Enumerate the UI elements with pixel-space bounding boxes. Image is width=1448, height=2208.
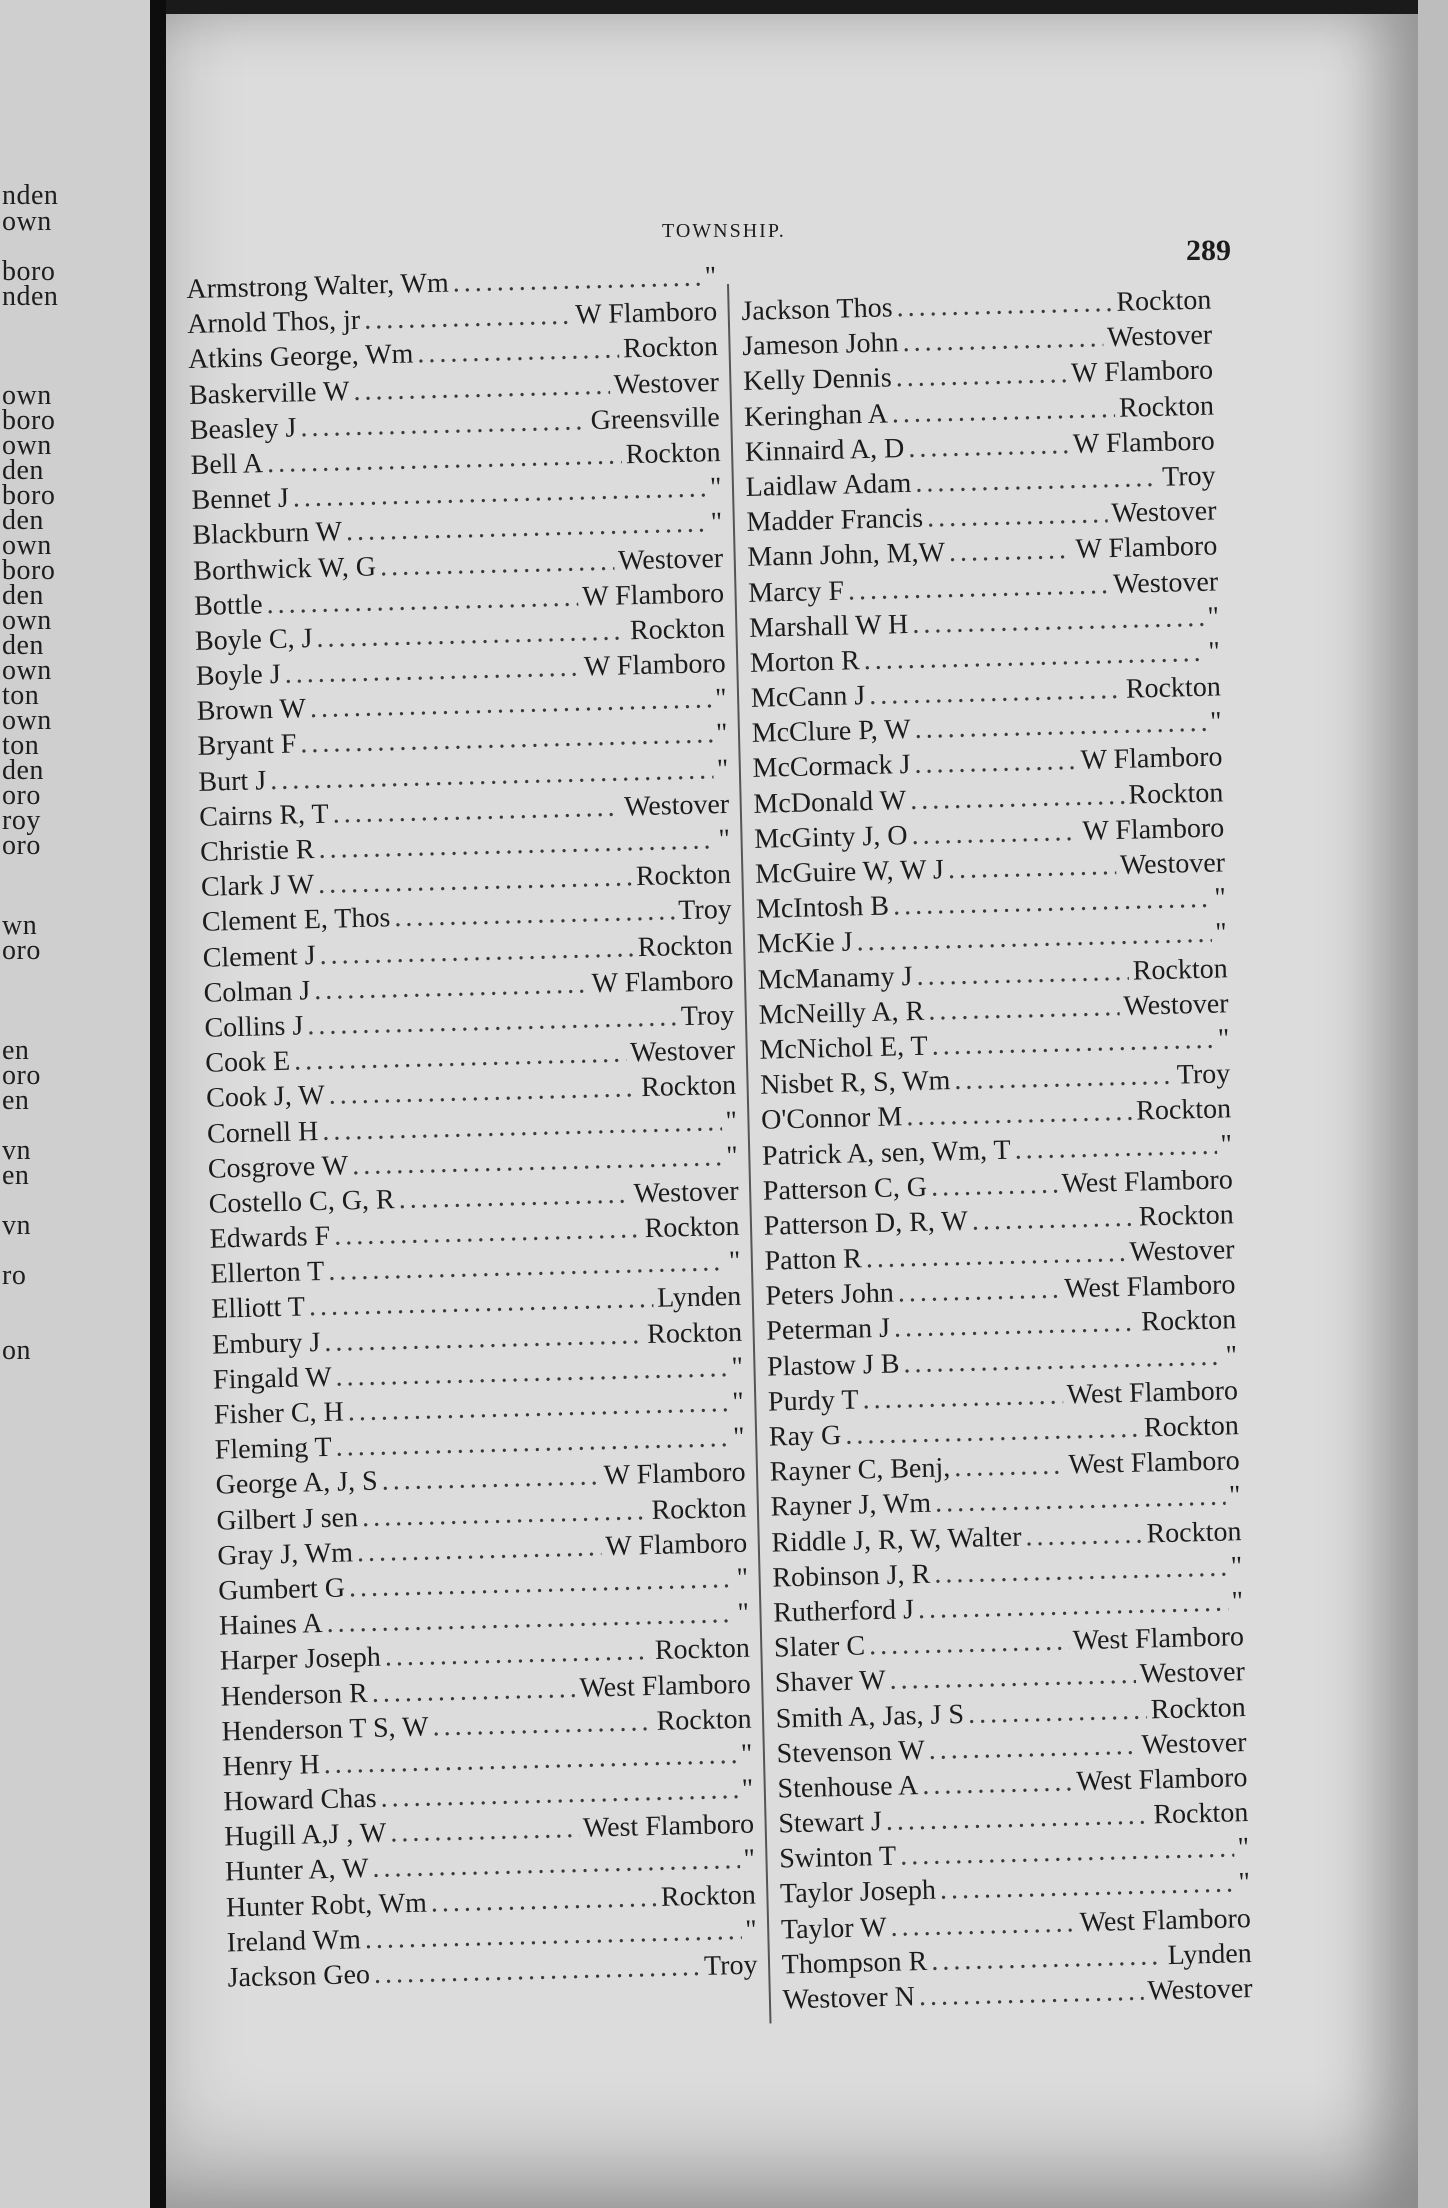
entry-place: W Flamboro xyxy=(581,577,725,613)
fragment-text: boro xyxy=(2,405,56,436)
entry-place: Westover xyxy=(617,542,724,577)
entry-name: Peters John xyxy=(765,1277,895,1312)
entry-place: Rockton xyxy=(622,331,719,365)
entry-name: Rayner J, Wm xyxy=(770,1488,932,1524)
dot-leader xyxy=(902,320,1103,360)
entry-place: Westover xyxy=(1112,565,1219,600)
dot-leader xyxy=(947,848,1116,887)
entry-place: " xyxy=(731,1386,745,1418)
entry-place: " xyxy=(1231,1586,1244,1618)
dot-leader xyxy=(931,1938,1164,1979)
entry-place: " xyxy=(715,718,728,750)
entry-place: Westover xyxy=(623,788,730,823)
entry-name: Henderson T S, W xyxy=(221,1711,429,1748)
entry-place: Westover xyxy=(633,1175,740,1210)
entry-place: " xyxy=(1237,1832,1250,1864)
dot-leader xyxy=(371,1670,576,1710)
entry-name: Fisher C, H xyxy=(213,1396,345,1431)
entry-name: Burt J xyxy=(198,764,267,798)
entry-place: West Flamboro xyxy=(1075,1761,1248,1798)
dot-leader xyxy=(949,532,1072,570)
entry-name: Bell A xyxy=(190,448,264,481)
left-column xyxy=(186,259,758,1996)
entry-place: W Flamboro xyxy=(1082,812,1225,847)
entry-place: Troy xyxy=(680,999,735,1033)
entry-name: Kinnaird A, D xyxy=(744,432,905,468)
page-number: 289 xyxy=(1186,234,1231,267)
entry-name: Elliott T xyxy=(210,1291,306,1326)
fragment-text: den xyxy=(2,630,44,661)
entry-place: Rockton xyxy=(640,1070,737,1104)
entry-name: McManamy J xyxy=(757,960,913,996)
fragment-text: own xyxy=(2,655,52,686)
entry-place: Rockton xyxy=(651,1492,747,1526)
entry-name: Baskerville W xyxy=(188,375,350,411)
entry-place: " xyxy=(1228,1480,1241,1512)
entry-name: Cook J, W xyxy=(205,1080,326,1115)
entry-place: " xyxy=(737,1597,750,1630)
entry-place: Westover xyxy=(1111,495,1217,530)
entry-name: Patton R xyxy=(764,1243,863,1277)
fragment-text: den xyxy=(2,580,44,611)
dot-leader xyxy=(954,1448,1065,1486)
fragment-text: vn xyxy=(2,1135,31,1166)
entry-place: West Flamboro xyxy=(1068,1445,1241,1481)
entry-place: Rockton xyxy=(1146,1515,1242,1550)
entry-place: " xyxy=(740,1738,753,1770)
fragment-text: nden xyxy=(2,281,59,312)
entry-name: Edwards F xyxy=(209,1220,331,1255)
dot-leader xyxy=(862,1377,1063,1417)
entry-name: Smith A, Jas, J S xyxy=(775,1698,965,1735)
dot-leader xyxy=(927,496,1108,535)
entry-name: Clement E, Thos xyxy=(201,902,391,939)
entry-place: Troy xyxy=(677,894,733,927)
entry-place: " xyxy=(1214,882,1227,914)
entry-name: McNeilly A, R xyxy=(758,995,925,1031)
entry-name: Bennet J xyxy=(191,482,290,517)
entry-name: Gumbert G xyxy=(217,1572,346,1607)
entry-name: Stenhouse A xyxy=(777,1769,919,1805)
dot-leader xyxy=(374,1949,701,1992)
entry-place: " xyxy=(725,1140,739,1172)
dot-leader xyxy=(356,1529,601,1570)
entry-name: Howard Chas xyxy=(223,1782,377,1818)
entry-place: W Flamboro xyxy=(1075,530,1218,566)
dot-leader xyxy=(889,1657,1136,1698)
entry-name: Collins J xyxy=(204,1010,304,1044)
entry-name: Rayner C, Benj, xyxy=(769,1452,951,1488)
dot-leader xyxy=(894,1305,1138,1346)
dot-leader xyxy=(918,1974,1143,2014)
fragment-text: own xyxy=(2,380,52,411)
dot-leader xyxy=(968,1692,1148,1731)
entry-place: " xyxy=(1207,601,1220,633)
entry-place: Westover xyxy=(1139,1656,1246,1690)
dot-leader xyxy=(1025,1516,1143,1554)
entry-name: Ellerton T xyxy=(210,1256,325,1290)
entry-name: Cairns R, T xyxy=(198,798,330,833)
entry-name: Gilbert J sen xyxy=(216,1501,359,1537)
entry-place: " xyxy=(716,753,729,785)
entry-name: Marshall W H xyxy=(748,608,909,644)
entry-name: Robinson J, R xyxy=(771,1558,931,1594)
entry-name: O'Connor M xyxy=(760,1101,903,1137)
entry-name: McIntosh B xyxy=(755,890,890,925)
entry-name: Cook E xyxy=(204,1045,291,1079)
book-gutter xyxy=(150,0,166,2208)
entry-place: Rockton xyxy=(635,859,732,893)
entry-name: Shaver W xyxy=(774,1665,886,1699)
entry-place: West Flamboro xyxy=(582,1808,755,1845)
entry-name: Stevenson W xyxy=(776,1734,926,1770)
entry-place: Rockton xyxy=(1150,1691,1247,1725)
running-title: TOWNSHIP. xyxy=(662,220,786,242)
fragment-text: en xyxy=(2,1035,30,1066)
entry-name: Hugill A,J , W xyxy=(223,1817,387,1853)
entry-name: Bottle xyxy=(193,588,263,622)
entry-name: Brown W xyxy=(196,693,307,728)
fragment-text: oro xyxy=(2,935,41,966)
fragment-text: boro xyxy=(2,555,56,586)
entry-place: Westover xyxy=(613,366,720,401)
entry-place: Rockton xyxy=(637,929,733,963)
fragment-text: oro xyxy=(2,1060,41,1091)
dot-leader xyxy=(906,1094,1133,1135)
entry-name: Westover N xyxy=(782,1981,916,2016)
entry-name: Riddle J, R, W, Walter xyxy=(771,1521,1022,1559)
entry-place: " xyxy=(736,1562,749,1594)
entry-place: " xyxy=(1214,917,1228,949)
entry-name: Jackson Thos xyxy=(741,292,893,327)
entry-place: Troy xyxy=(1161,460,1216,493)
entry-name: George A, J, S xyxy=(215,1466,379,1502)
dot-leader xyxy=(869,1624,1070,1664)
entry-place: Westover xyxy=(1123,988,1229,1022)
entry-name: Bryant F xyxy=(197,728,297,763)
entry-place: Rockton xyxy=(1135,1093,1232,1127)
entry-place: Westover xyxy=(1106,319,1213,354)
entry-name: Fingald W xyxy=(212,1361,332,1396)
entry-name: Boyle J xyxy=(195,658,282,692)
entry-place: Rockton xyxy=(1125,671,1222,705)
dot-leader xyxy=(890,1905,1076,1945)
fragment-text: own xyxy=(2,705,52,736)
entry-name: Ireland Wm xyxy=(226,1924,362,1959)
dot-leader xyxy=(922,1764,1073,1803)
entry-place: " xyxy=(1217,1023,1230,1055)
entry-name: Taylor W xyxy=(780,1911,887,1946)
directory-page xyxy=(166,14,1418,2208)
entry-name: Keringhan A xyxy=(743,398,889,433)
entry-name: Henderson R xyxy=(220,1677,369,1713)
entry-name: McNichol E, T xyxy=(759,1030,929,1066)
entry-place: " xyxy=(709,472,722,504)
entry-place: Troy xyxy=(1176,1058,1231,1091)
entry-name: Henry H xyxy=(222,1749,321,1783)
fragment-text: den xyxy=(2,455,44,486)
entry-name: McClure P, W xyxy=(751,714,911,750)
entry-place: " xyxy=(732,1421,746,1454)
entry-place: West Flamboro xyxy=(579,1668,752,1704)
entry-name: Rutherford J xyxy=(772,1594,915,1629)
entry-place: W Flamboro xyxy=(605,1527,748,1562)
fragment-text: own xyxy=(2,206,52,237)
entry-place: " xyxy=(1220,1128,1233,1161)
fragment-text: nden xyxy=(2,180,59,211)
entry-place: Rockton xyxy=(654,1632,751,1667)
fragment-text: vn xyxy=(2,1210,31,1241)
entry-name: Hunter Robt, Wm xyxy=(225,1887,428,1924)
entry-name: Harper Joseph xyxy=(219,1641,382,1677)
entry-place: Rockton xyxy=(1153,1797,1249,1831)
entry-place: Rockton xyxy=(656,1703,752,1737)
entry-name: Swinton T xyxy=(778,1840,897,1875)
dot-leader xyxy=(1014,1127,1217,1167)
entry-place: " xyxy=(714,683,727,715)
entry-name: McDonald W xyxy=(753,784,907,820)
fragment-text: en xyxy=(2,1160,30,1191)
entry-place: " xyxy=(1238,1867,1251,1899)
entry-name: Gray J, Wm xyxy=(216,1537,354,1572)
entry-name: McGuire W, W J xyxy=(754,854,945,890)
entry-place: Lynden xyxy=(656,1281,742,1315)
right-column xyxy=(741,283,1253,2018)
dot-leader xyxy=(891,390,1115,430)
facing-page-fragment xyxy=(0,0,150,2208)
fragment-text: oro xyxy=(2,780,41,811)
entry-place: Rockton xyxy=(660,1879,757,1913)
fragment-text: own xyxy=(2,605,52,636)
fragment-text: den xyxy=(2,755,44,786)
entry-place: Rockton xyxy=(1140,1304,1237,1338)
dot-leader xyxy=(931,1166,1059,1204)
entry-place: Westover xyxy=(1141,1726,1247,1761)
entry-place: Rockton xyxy=(1132,952,1229,987)
entry-place: Lynden xyxy=(1167,1937,1253,1971)
dot-leader xyxy=(916,953,1129,993)
dot-leader xyxy=(911,814,1079,853)
entry-name: Nisbet R, S, Wm xyxy=(759,1065,951,1101)
entry-place: Rockton xyxy=(1138,1199,1235,1233)
dot-leader xyxy=(432,1704,653,1744)
entry-name: Fleming T xyxy=(214,1431,333,1466)
entry-place: Rockton xyxy=(644,1210,740,1245)
page-header xyxy=(166,204,1418,267)
entry-name: Beasley J xyxy=(189,412,297,446)
entry-place: Westover xyxy=(1129,1234,1235,1268)
entry-name: Stewart J xyxy=(778,1806,883,1840)
dot-leader xyxy=(353,367,610,408)
entry-name: Madder Francis xyxy=(746,502,924,539)
entry-name: Slater C xyxy=(773,1630,866,1664)
entry-name: Jackson Geo xyxy=(227,1959,371,1994)
entry-name: Atkins George, Wm xyxy=(187,338,414,376)
entry-place: Westover xyxy=(1119,847,1226,881)
entry-place: Westover xyxy=(1147,1973,1253,2007)
entry-name: McCann J xyxy=(750,680,866,714)
fragment-text: own xyxy=(2,530,52,561)
entry-place: Rockton xyxy=(1118,390,1215,424)
entry-place: West Flamboro xyxy=(1061,1163,1234,1200)
entry-name: Kelly Dennis xyxy=(742,362,893,398)
dot-leader xyxy=(928,989,1120,1029)
entry-place: " xyxy=(1225,1339,1238,1372)
entry-place: W Flamboro xyxy=(603,1457,746,1492)
dot-leader xyxy=(954,1058,1173,1098)
entry-place: " xyxy=(710,507,723,539)
entry-name: Ray G xyxy=(768,1419,842,1453)
entry-place: Rockton xyxy=(1143,1410,1240,1444)
dot-leader xyxy=(928,1727,1138,1767)
entry-place: Rockton xyxy=(629,612,726,647)
dot-leader xyxy=(908,427,1070,466)
entry-name: Embury J xyxy=(211,1326,321,1361)
fragment-text: den xyxy=(2,505,44,536)
dot-leader xyxy=(869,672,1123,713)
entry-name: Plastow J B xyxy=(766,1348,900,1383)
dot-leader xyxy=(895,356,1067,395)
entry-place: West Flamboro xyxy=(1072,1621,1245,1657)
entry-place: " xyxy=(731,1351,744,1383)
fragment-text: en xyxy=(2,1085,30,1116)
page-edge xyxy=(1418,0,1448,2208)
entry-name: Mann John, M,W xyxy=(747,537,946,574)
dot-leader xyxy=(398,1176,630,1217)
entry-place: Greensville xyxy=(590,401,721,436)
dot-leader xyxy=(381,1459,600,1499)
entry-place: W Flamboro xyxy=(1080,741,1223,777)
entry-place: Rockton xyxy=(1116,284,1212,318)
entry-name: Boyle C, J xyxy=(194,622,313,657)
entry-place: " xyxy=(728,1246,741,1278)
entry-place: West Flamboro xyxy=(1063,1269,1236,1305)
entry-name: Patterson D, R, W xyxy=(763,1205,969,1242)
dot-leader xyxy=(914,743,1077,782)
fragment-text: on xyxy=(2,1335,31,1366)
entry-place: " xyxy=(718,823,731,856)
fragment-text: ton xyxy=(2,730,40,761)
entry-name: Clement J xyxy=(202,939,316,974)
dot-leader xyxy=(971,1200,1135,1239)
dot-leader xyxy=(417,332,620,372)
entry-name: Cornell H xyxy=(206,1115,319,1150)
entry-name: Patterson C, G xyxy=(762,1171,928,1207)
entry-name: McCormack J xyxy=(752,749,911,785)
entry-name: Purdy T xyxy=(767,1384,859,1418)
dot-leader xyxy=(380,543,615,584)
entry-name: Armstrong Walter, Wm xyxy=(186,267,450,305)
entry-place: " xyxy=(743,1844,756,1876)
fragment-text: roy xyxy=(2,805,41,836)
entry-name: Morton R xyxy=(749,645,861,679)
dot-leader xyxy=(910,777,1125,817)
entry-name: Peterman J xyxy=(765,1313,891,1348)
entry-place: Rockton xyxy=(646,1316,743,1350)
entry-name: Colman J xyxy=(203,974,311,1009)
dot-leader xyxy=(896,285,1113,325)
entry-name: Hunter A, W xyxy=(224,1853,369,1888)
entry-name: Jameson John xyxy=(741,327,899,363)
dot-leader xyxy=(915,460,1159,501)
fragment-text: boro xyxy=(2,480,56,511)
entry-name: Taylor Joseph xyxy=(779,1875,937,1910)
entry-place: " xyxy=(1208,636,1221,668)
entry-place: " xyxy=(725,1105,738,1137)
entry-place: " xyxy=(744,1914,758,1946)
entry-place: W Flamboro xyxy=(1070,354,1214,390)
entry-place: W Flamboro xyxy=(591,964,734,1000)
entry-place: " xyxy=(704,261,717,293)
entry-name: Arnold Thos, jr xyxy=(186,304,361,341)
entry-name: Borthwick W, G xyxy=(192,550,377,587)
entry-name: McKie J xyxy=(756,926,853,961)
entry-name: Thompson R xyxy=(781,1945,928,1981)
entry-place: Westover xyxy=(629,1034,736,1069)
dot-leader xyxy=(452,259,701,300)
entry-place: " xyxy=(1230,1550,1243,1583)
fragment-text: ro xyxy=(2,1260,27,1291)
fragment-text: ton xyxy=(2,680,40,711)
fragment-text: oro xyxy=(2,830,41,861)
entry-place: W Flamboro xyxy=(1072,425,1216,460)
entry-place: " xyxy=(741,1773,754,1805)
fragment-text: own xyxy=(2,430,52,461)
entry-name: Patrick A, sen, Wm, T xyxy=(761,1134,1011,1172)
entry-place: Rockton xyxy=(625,436,721,471)
dot-leader xyxy=(364,298,572,338)
entry-place: W Flamboro xyxy=(574,296,718,331)
dot-leader xyxy=(897,1272,1060,1311)
entry-name: Christie R xyxy=(199,834,315,868)
entry-name: Cosgrove W xyxy=(207,1149,349,1185)
entry-name: McGinty J, O xyxy=(753,819,908,855)
dot-leader xyxy=(390,1811,580,1851)
entry-name: Marcy F xyxy=(747,575,845,609)
entry-name: Costello C, G, R xyxy=(208,1184,396,1220)
entry-name: Blackburn W xyxy=(192,516,343,552)
entry-place: Rockton xyxy=(1128,776,1224,811)
entry-place: West Flamboro xyxy=(1066,1375,1239,1411)
entry-place: Troy xyxy=(703,1949,758,1982)
entry-name: Clark J W xyxy=(200,869,315,903)
entry-place: W Flamboro xyxy=(583,647,727,683)
entry-name: Laidlaw Adam xyxy=(745,467,912,503)
fragment-text: boro xyxy=(2,256,56,287)
entry-place: West Flamboro xyxy=(1079,1902,1252,1938)
entry-place: " xyxy=(1209,706,1222,738)
fragment-text: wn xyxy=(2,910,38,941)
dot-leader xyxy=(430,1880,657,1921)
entry-name: Haines A xyxy=(218,1608,323,1642)
